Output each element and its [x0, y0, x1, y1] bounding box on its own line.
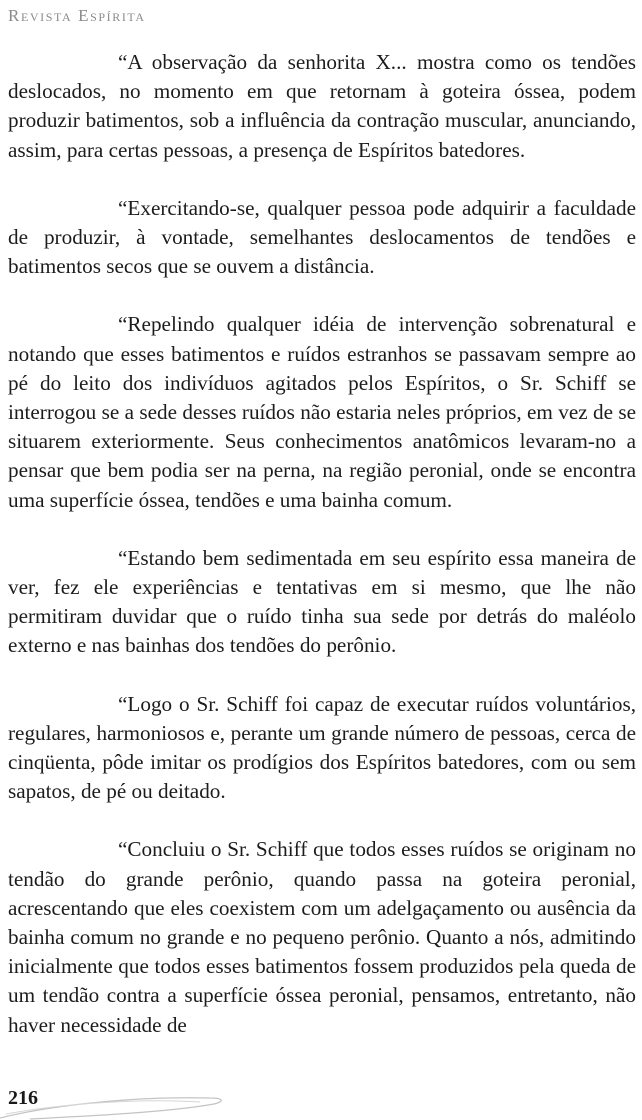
- paragraph-6: “Concluiu o Sr. Schiff que todos esses ruídos se originam no tendão do grande perônio, quando passa na goteira peronial, acrescentando que eles coexistem com um adelgaçamento ou ausência da bainha comum no grande e no pequeno perônio. Quanto a nós, admitindo inicialmente que todos esses batimentos fossem produzidos pela queda de um tendão contra a superfície óssea peronial, pensamos, entretanto, não haver necessidade de: [8, 837, 636, 1037]
- paragraph-2: “Exercitando-se, qualquer pessoa pode adquirir a faculdade de produzir, à vontade, semelhantes deslocamentos de tendões e batimentos secos que se ouvem a distância.: [8, 195, 636, 279]
- paragraph-5: “Logo o Sr. Schiff foi capaz de executar ruídos voluntários, regulares, harmoniosos e, perante um grande número de pessoas, cerca de cinqüenta, pôde imitar os prodígios dos Espíritos batedores, com ou sem sapatos, de pé ou deitado.: [8, 691, 636, 804]
- paragraph-4: “Estando bem sedimentada em seu espírito essa maneira de ver, fez ele experiências e tentativas em si mesmo, que lhe não permitiram duvidar que o ruído tinha sua sede por detrás do maléolo externo e nas bainhas dos tendões do perônio.: [8, 545, 636, 658]
- page-number: 216: [8, 1087, 38, 1109]
- running-header: Revista Espírita: [8, 6, 146, 25]
- paragraph-1: “A observação da senhorita X... mostra como os tendões deslocados, no momento em que retornam à goteira óssea, podem produzir batimentos, sob a influência da contração muscular, anunciando, assim, para certas pessoas, a presença de Espíritos batedores.: [8, 50, 636, 162]
- body-text: [8, 48, 636, 1040]
- paragraph-3: “Repelindo qualquer idéia de intervenção sobrenatural e notando que esses batimentos e ruídos estranhos se passavam sempre ao pé do leito dos indivíduos agitados pelos Espíritos, o Sr. Schiff se interrogou se a sede desses ruídos não estaria neles próprios, em vez de se situarem exteriormente. Seus conhecimentos anatômicos levaram-no a pensar que bem podia ser na perna, na região peronial, onde se encontra uma superfície óssea, tendões e uma bainha comum.: [8, 312, 636, 512]
